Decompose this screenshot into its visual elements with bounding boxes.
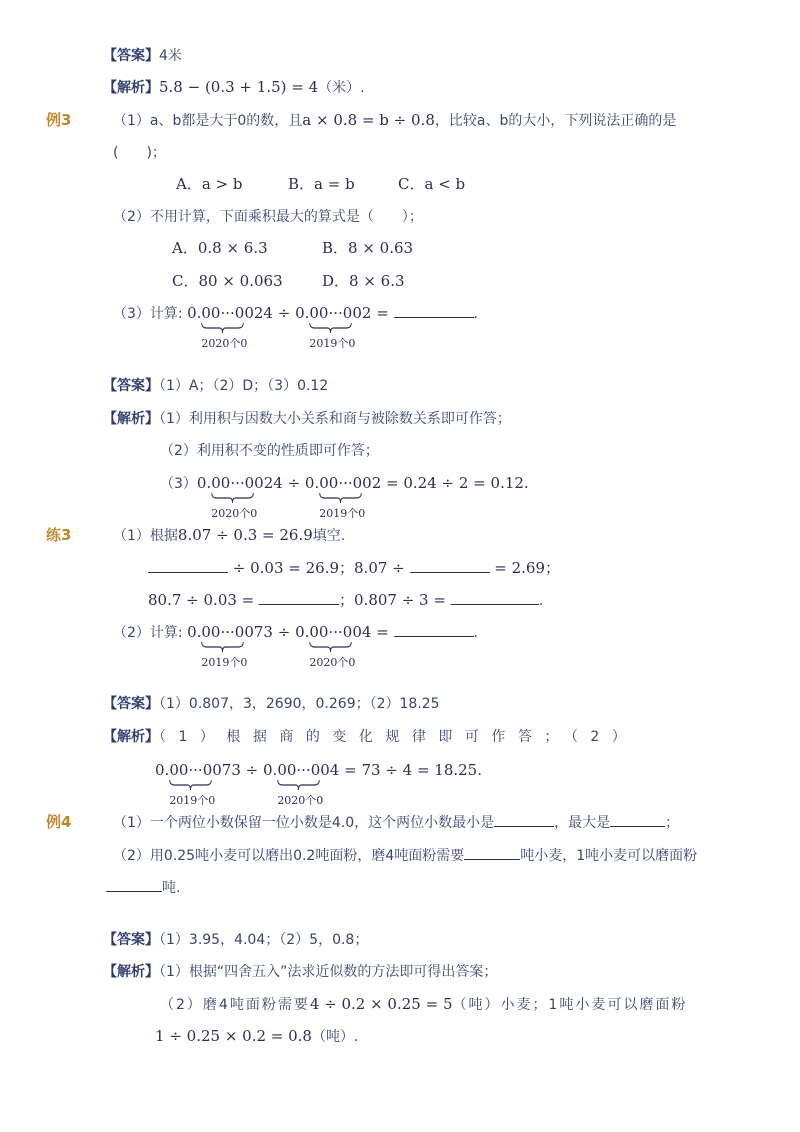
- answer-text: （1）0.807，3，2690，0.269；（2）18.25: [159, 696, 440, 712]
- exp3-divisor-tail: 02: [362, 474, 382, 492]
- div-sign: ÷: [282, 474, 305, 492]
- q2-prefix: （2）计算:: [113, 625, 188, 641]
- q1-math: a × 0.8 = b ÷ 0.8: [302, 111, 435, 129]
- explanation-label: 【解析】: [103, 964, 159, 980]
- explanation-text: （1）根据商的变化规律即可作答；（2）: [159, 729, 639, 745]
- q3-dividend-tail: 024: [244, 304, 273, 322]
- exp-divisor-tail: 04: [320, 761, 340, 779]
- q2-dividend-lead: 0.: [187, 623, 202, 641]
- fill-blank-max[interactable]: [610, 812, 665, 827]
- q1-math: 8.07 ÷ 0.3 = 26.9: [177, 526, 313, 544]
- q2-dividend-tail: 073: [244, 623, 273, 641]
- pr3-fill-line-1: [148, 558, 560, 579]
- zeros: 00···0: [211, 474, 255, 492]
- explanation-text: （1）根据“四舍五入”法求近似数的方法即可得出答案；: [159, 964, 498, 980]
- brace-icon: [211, 492, 254, 504]
- q2-divisor-lead: 0.: [295, 623, 310, 641]
- q1-text-a: （1）根据: [113, 528, 178, 544]
- period: .: [538, 593, 544, 609]
- ex3-q1-option-b: B．a = b: [288, 175, 355, 193]
- q3-prefix: （3）计算:: [113, 306, 188, 322]
- brace-icon: [319, 492, 362, 504]
- ex4-explanation-line-1: [103, 962, 497, 982]
- fill-math-b: = 2.69；: [489, 559, 561, 577]
- exp-result: = 73 ÷ 4 = 18.25.: [339, 761, 482, 779]
- exp3-result: = 0.24 ÷ 2 = 0.12.: [381, 474, 529, 492]
- exp3-math: 1 ÷ 0.25 × 0.2 = 0.8: [155, 1027, 312, 1045]
- q3-divisor-underbrace: [309, 303, 356, 350]
- ex3-explanation-line-3: [160, 473, 529, 520]
- exp3-divisor-lead: 0.: [304, 474, 320, 492]
- zero-count: 2020个0: [309, 656, 356, 669]
- q1-text-b: ，比较a、b的大小，下列说法正确的是: [434, 113, 677, 129]
- q3-dividend-lead: 0.: [187, 304, 202, 322]
- div-sign: ÷: [240, 761, 263, 779]
- q3-dividend-underbrace: [201, 303, 248, 350]
- exp2-text-a: （2）磨4吨面粉需要: [160, 997, 310, 1013]
- pr3-explanation-line-1: [103, 727, 638, 747]
- ex3-q2-line: （2）不用计算，下面乘积最大的算式是（ ）；: [113, 209, 423, 225]
- exp-divisor-lead: 0.: [263, 761, 278, 779]
- answer-text: （1）A；（2）D；（3）0.12: [159, 378, 329, 394]
- exp3-dividend-lead: 0.: [196, 474, 212, 492]
- fill-blank-4[interactable]: [451, 590, 539, 605]
- ex3-answer-line: [103, 376, 328, 396]
- exp3-dividend-tail: 024: [254, 474, 283, 492]
- answer-blank[interactable]: [394, 622, 474, 637]
- zero-count: 2019个0: [319, 507, 366, 520]
- q2-dividend-underbrace: [201, 622, 248, 669]
- practice-3-tag: 练3: [46, 526, 72, 544]
- ex4-answer-line: [103, 930, 368, 950]
- brace-icon: [201, 322, 244, 334]
- zero-count: 2020个0: [211, 507, 258, 520]
- q2-divisor-underbrace: [309, 622, 356, 669]
- fill-math-d: ；0.807 ÷ 3 =: [339, 591, 451, 609]
- exp-dividend-underbrace: [169, 760, 216, 807]
- answer-blank[interactable]: [394, 303, 474, 318]
- ex4-q1-line: [113, 812, 679, 833]
- brace-icon: [309, 322, 352, 334]
- exp3-divisor-underbrace: [319, 473, 366, 520]
- q1-text-a: a、b都是大于0的数，且: [149, 113, 303, 129]
- answer-text: （1）3.95，4.04；（2）5，0.8；: [159, 932, 369, 948]
- answer-label: 【答案】: [103, 48, 159, 64]
- explanation-text: （1）利用积与因数大小关系和商与被除数关系即可作答；: [159, 411, 511, 427]
- exp3-dividend-underbrace: [211, 473, 258, 520]
- zeros: 00···0: [309, 623, 353, 641]
- answer-label: 【答案】: [103, 378, 159, 394]
- q2-text-b: 吨小麦，1吨小麦可以磨面粉: [520, 848, 698, 864]
- q2-text-c: 吨.: [162, 880, 181, 896]
- ex3-q2-option-c: C．80 × 0.063: [172, 272, 283, 290]
- ex4-explanation-line-3: [155, 1026, 358, 1047]
- brace-icon: [201, 641, 244, 653]
- zeros: 00···0: [277, 761, 321, 779]
- zero-count: 2019个0: [201, 656, 248, 669]
- zero-count: 2020个0: [277, 794, 324, 807]
- zeros: 00···0: [201, 304, 245, 322]
- ex3-q1-option-a: A．a > b: [176, 175, 243, 193]
- top-answer-line: [103, 46, 182, 66]
- zeros: 00···0: [201, 623, 245, 641]
- zero-count: 2019个0: [309, 337, 356, 350]
- explanation-unit: （米）.: [318, 80, 365, 96]
- pr3-explanation-line-2: [155, 760, 482, 807]
- ex3-q1-paren: ( )；: [113, 145, 166, 161]
- q3-divisor-tail: 02: [352, 304, 372, 322]
- exp-divisor-underbrace: [277, 760, 324, 807]
- zeros: 00···0: [169, 761, 213, 779]
- answer-label: 【答案】: [103, 696, 159, 712]
- fill-math-a: ÷ 0.03 = 26.9；8.07 ÷: [228, 559, 410, 577]
- q1-text-b: 填空.: [312, 528, 346, 544]
- pr3-q1-line: [113, 525, 345, 546]
- q1-text-c: ；: [665, 815, 680, 831]
- exp3-prefix: （3）: [160, 476, 197, 492]
- ex3-q3-line: [113, 303, 478, 350]
- fill-blank-2[interactable]: [410, 558, 490, 573]
- pr3-fill-line-2: [148, 590, 543, 611]
- pr3-q2-line: [113, 622, 478, 669]
- fill-blank-1[interactable]: [148, 558, 228, 573]
- example-3-tag: 例3: [46, 111, 72, 129]
- zero-count: 2020个0: [201, 337, 248, 350]
- ex4-q2-line-2: [106, 877, 180, 898]
- period: .: [473, 306, 478, 322]
- exp2-text-b: （吨）小麦；1吨小麦可以磨面粉: [452, 997, 688, 1013]
- ex3-explanation-line-1: [103, 409, 511, 429]
- fill-blank-3[interactable]: [259, 590, 339, 605]
- example-4-tag: 例4: [46, 813, 72, 831]
- eq-sign: =: [371, 623, 394, 641]
- fill-blank-flour[interactable]: [106, 877, 162, 892]
- div-sign: ÷: [272, 304, 296, 322]
- q2-divisor-tail: 04: [352, 623, 372, 641]
- ex4-q2-line: [113, 845, 697, 866]
- fill-blank-wheat[interactable]: [464, 845, 520, 860]
- explanation-label: 【解析】: [103, 80, 159, 96]
- q1-text-b: ，最大是: [554, 815, 611, 831]
- ex3-q2-option-a: A．0.8 × 6.3: [172, 239, 268, 257]
- q1-text-a: （1）一个两位小数保留一位小数是4.0，这个两位小数最小是: [113, 815, 495, 831]
- ex3-q2-option-b: B．8 × 0.63: [322, 239, 414, 257]
- exp3-text: （吨）.: [311, 1029, 359, 1045]
- brace-icon: [277, 779, 320, 791]
- answer-label: 【答案】: [103, 932, 159, 948]
- eq-sign: =: [371, 304, 394, 322]
- top-explanation-line: [103, 77, 365, 98]
- zeros: 00···0: [309, 304, 353, 322]
- explanation-math: 5.8 − (0.3 + 1.5) = 4: [159, 78, 319, 96]
- q2-text-a: （2）用0.25吨小麦可以磨出0.2吨面粉，磨4吨面粉需要: [113, 848, 465, 864]
- zero-count: 2019个0: [169, 794, 216, 807]
- ex3-explanation-line-2: （2）利用积不变的性质即可作答；: [160, 443, 379, 459]
- q3-divisor-lead: 0.: [295, 304, 310, 322]
- fill-blank-min[interactable]: [494, 812, 554, 827]
- brace-icon: [309, 641, 352, 653]
- ex3-q1-option-c: C．a < b: [398, 175, 466, 193]
- period: .: [473, 625, 478, 641]
- ex3-q1-line: [113, 110, 676, 131]
- exp-dividend-lead: 0.: [155, 761, 170, 779]
- pr3-answer-line: [103, 694, 440, 714]
- ex4-explanation-line-2: [160, 994, 687, 1015]
- brace-icon: [169, 779, 212, 791]
- explanation-label: 【解析】: [103, 729, 159, 745]
- explanation-label: 【解析】: [103, 411, 159, 427]
- div-sign: ÷: [272, 623, 296, 641]
- zeros: 00···0: [319, 474, 363, 492]
- exp2-math: 4 ÷ 0.2 × 0.25 = 5: [309, 995, 453, 1013]
- answer-text: 4米: [159, 48, 182, 64]
- exp-dividend-tail: 073: [212, 761, 241, 779]
- q1-number: （1）: [113, 113, 150, 129]
- ex3-q2-option-d: D．8 × 6.3: [322, 272, 405, 290]
- fill-math-c: 80.7 ÷ 0.03 =: [148, 591, 260, 609]
